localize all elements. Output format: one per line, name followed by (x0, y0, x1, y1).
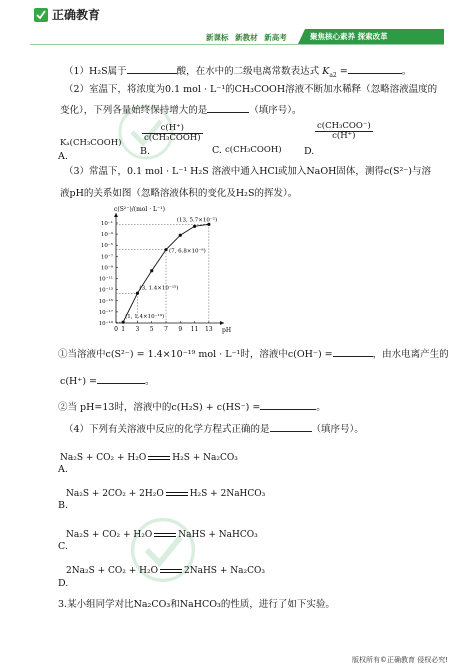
header-tag: 新课标 (206, 33, 229, 42)
data-label: (7, 6.8×10⁻⁸) (169, 248, 206, 255)
header-tag: 新高考 (264, 33, 287, 42)
option-b-label: B. (140, 146, 151, 157)
y-tick-label: 10⁻¹ (100, 221, 113, 227)
data-point (164, 248, 167, 251)
data-point (136, 292, 139, 295)
header-tags (206, 33, 291, 42)
y-tick-label: 10⁻³ (100, 232, 113, 239)
x-tick-label: 13 (205, 326, 213, 333)
answer-blank[interactable] (97, 374, 145, 384)
y-tick-label: 10⁻⁹ (100, 265, 113, 272)
option-d-label: D. (304, 146, 315, 157)
data-label: (1, 1.4×10⁻¹⁹) (125, 314, 165, 321)
reaction-c-label: C. (58, 541, 68, 552)
reaction-a: Na₂S + CO₂ + H₂O H₂S + Na₂CO₃ (60, 453, 238, 463)
answer-blank[interactable] (348, 64, 402, 74)
chart-svg (88, 205, 232, 340)
question-3-sub2: ②当 pH=13时，溶液中的c(H₂S) + c(HS⁻) = 。 (58, 402, 326, 413)
y-tick-label: 10⁻¹⁵ (98, 298, 113, 305)
option-d: $\frac{\text{c(CH₃COO⁻)}}{c(H^+)}$ (317, 121, 371, 142)
data-point (122, 321, 125, 324)
question-3-line1: （3）常温下，0.1 mol · L⁻¹ H₂S 溶液中通入HCl或加入NaOH固体，测得c(S²⁻)与溶 (64, 166, 431, 177)
question-3-sub1: ①当溶液中c(S²⁻) = 1.4×10⁻¹⁹ mol · L⁻¹时，溶液中c(OH⁻) = ，由水电离产生的 (58, 349, 449, 360)
y-axis-arrow (114, 213, 118, 217)
logo-text: 正确教育 (52, 8, 101, 22)
answer-blank[interactable] (260, 400, 316, 410)
header-banner-text: 聚焦核心素养 探索改革 (310, 32, 388, 41)
chart (88, 205, 232, 340)
question-5: 3.某小组同学对比Na₂CO₃和NaHCO₃的性质，进行了如下实验。 (58, 599, 335, 610)
question-4: （4）下列有关溶液中反应的化学方程式正确的是 （填序号）。 (64, 424, 364, 435)
reaction-d-label: D. (58, 578, 69, 589)
data-point (179, 234, 182, 237)
data-label: (3, 1.4×10⁻¹⁵) (139, 285, 179, 292)
header-tag: 新教材 (235, 33, 258, 42)
equals-sign (160, 569, 182, 573)
equals-sign (166, 492, 188, 496)
option-a-label: A. (58, 151, 68, 162)
option-c-label: C. (212, 145, 222, 156)
question-3-sub1-cont: c(H⁺) = 。 (60, 376, 155, 387)
x-tick-label: 3 (135, 326, 140, 333)
reaction-a-label: A. (58, 464, 68, 475)
x-tick-label: 11 (190, 326, 199, 333)
x-tick-label: 5 (149, 326, 154, 333)
data-point (150, 269, 153, 272)
answer-blank[interactable] (270, 422, 312, 432)
x-tick-label: 1 (121, 326, 126, 333)
y-tick-label: 10⁻¹⁷ (98, 309, 113, 316)
y-axis-label: c(S²⁻)/(mol · L⁻¹) (114, 206, 165, 213)
question-1: （1）H₂S属于 酸，在水中的二级电离常数表达式 $K_{a2}$ = 。 (64, 66, 412, 79)
reaction-b: Na₂S + 2CO₂ + 2H₂O H₂S + 2NaHCO₃ (66, 489, 266, 499)
option-a: Kₐ(CH₃COOH) (60, 138, 122, 148)
reaction-d: 2Na₂S + CO₂ + H₂O 2NaHS + Na₂CO₃ (66, 566, 265, 576)
x-tick-label: 0 (114, 326, 118, 333)
answer-blank[interactable] (207, 103, 249, 113)
y-tick-label: 10⁻¹³ (98, 287, 113, 294)
x-tick-label: 7 (164, 326, 168, 333)
answer-blank[interactable] (127, 64, 177, 74)
y-tick-label: 10⁻¹⁹ (98, 321, 113, 327)
header-divider (30, 44, 444, 45)
y-tick-label: 10⁻⁷ (100, 254, 113, 261)
question-2-line1: （2）室温下，将浓度为0.1 mol · L⁻¹的CH₃COOH溶液不断加水稀释（忽略溶液温度的 (64, 84, 438, 95)
footer-copyright: 版权所有©正确教育 侵权必究! (351, 656, 448, 664)
data-point (193, 225, 196, 228)
equals-sign (154, 533, 176, 537)
logo-icon (34, 8, 48, 22)
x-axis-label: pH (222, 327, 232, 334)
answer-blank[interactable] (333, 347, 373, 357)
question-3-line2: 液pH的关系如图（忽略溶液体积的变化及H₂S的挥发）。 (60, 188, 298, 199)
x-tick-label: 9 (178, 326, 183, 333)
reaction-c: Na₂S + CO₂ + H₂O NaHS + NaHCO₃ (66, 530, 258, 540)
y-tick-label: 10⁻⁵ (100, 243, 113, 250)
equals-sign (148, 456, 170, 460)
option-c: c(CH₃COOH) (225, 145, 282, 155)
data-label: (13, 5.7×10⁻²) (176, 217, 218, 224)
x-axis-arrow (220, 321, 224, 325)
question-2-line2: 变化），下列各量始终保持增大的是 （填序号）。 (60, 105, 302, 116)
y-tick-label: 10⁻¹¹ (98, 276, 113, 283)
reaction-b-label: B. (58, 500, 69, 511)
option-b: $\frac{c(H^+)}{\text{c(CH₃COOH)}}$ (144, 123, 201, 144)
